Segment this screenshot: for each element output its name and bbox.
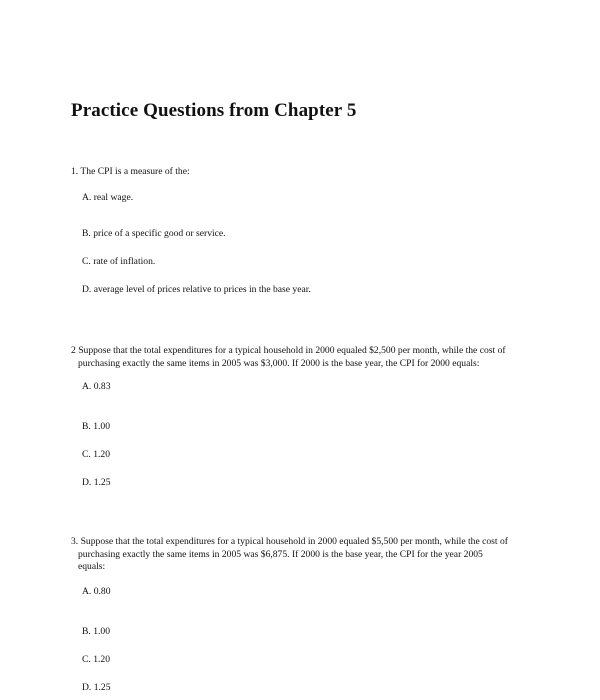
question-3-stem: [71, 536, 508, 574]
question-3-option-b: B. 1.00: [82, 626, 110, 637]
question-2-option-d: D. 1.25: [82, 477, 111, 488]
question-1-option-a: A. real wage.: [82, 192, 134, 203]
question-2-stem-line-1: 2 Suppose that the total expenditures for a typical household in 2000 equaled $2,500 per month, while the cost of: [71, 345, 506, 356]
question-3-stem-line-3: equals:: [78, 561, 106, 572]
question-2-stem: [71, 345, 506, 370]
question-1-option-b: B. price of a specific good or service.: [82, 228, 226, 239]
question-3-stem-line-1: 3. Suppose that the total expenditures for a typical household in 2000 equaled $5,500 per month, while the cost of: [71, 536, 508, 547]
question-3-option-a: A. 0.80: [82, 586, 111, 597]
question-1-option-c: C. rate of inflation.: [82, 256, 156, 267]
question-1-stem: 1. The CPI is a measure of the:: [71, 166, 190, 177]
page-title: Practice Questions from Chapter 5: [71, 100, 357, 121]
question-2-option-c: C. 1.20: [82, 449, 110, 460]
question-3-stem-line-2: purchasing exactly the same items in 2005 was $6,875. If 2000 is the base year, the CPI for the year 2005: [78, 548, 483, 560]
question-2-option-b: B. 1.00: [82, 421, 110, 432]
question-3-option-d: D. 1.25: [82, 682, 111, 693]
question-3-option-c: C. 1.20: [82, 654, 110, 665]
question-1-option-d: D. average level of prices relative to prices in the base year.: [82, 284, 311, 295]
question-2-stem-line-2: purchasing exactly the same items in 2005 was $3,000. If 2000 is the base year, the CPI for 2000 equals:: [78, 357, 480, 369]
question-2-option-a: A. 0.83: [82, 381, 111, 392]
